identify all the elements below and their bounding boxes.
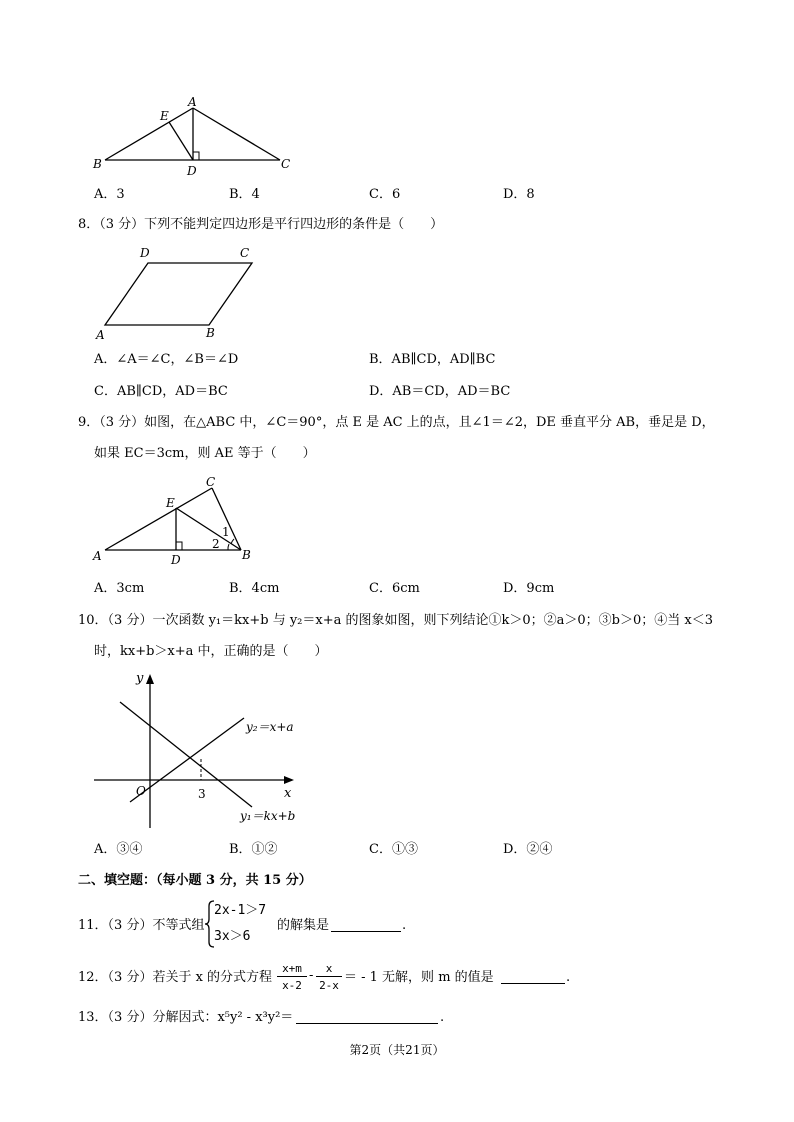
- origin-label: O: [136, 784, 146, 798]
- q10-option-b: B．①②: [229, 842, 278, 857]
- q11-period: .: [402, 918, 407, 933]
- label-c: C: [281, 157, 291, 171]
- q10-option-d: D．②④: [503, 842, 553, 857]
- label-b: B: [242, 548, 251, 562]
- axis-x-label: x: [284, 786, 292, 801]
- q9-option-d: D．9cm: [503, 581, 555, 596]
- label-b: B: [206, 326, 215, 340]
- q12-frac1-bar: [277, 976, 307, 977]
- q10-stem-line2: 时，kx+b＞x+a 中，正确的是（ ）: [94, 644, 328, 659]
- label-d: D: [171, 553, 181, 567]
- q10-option-a: A．③④: [94, 842, 143, 857]
- q7-option-b: B．4: [229, 187, 260, 202]
- section-title: 二、填空题：（每小题 3 分，共 15 分）: [78, 873, 312, 888]
- axis-y-label: y: [136, 671, 144, 686]
- q9-stem-line1: 9．（3 分）如图，在△ABC 中，∠C＝90°，点 E 是 AC 上的点，且∠1＝∠2，DE 垂直平分 AB，垂足是 D，: [78, 415, 715, 430]
- q12-minus: -: [309, 968, 314, 983]
- q11-system-line1: 2x-1＞7: [214, 903, 267, 918]
- q11-prefix: 11．（3 分）不等式组: [78, 918, 205, 933]
- line-y2-label: y₂＝x+a: [246, 720, 294, 734]
- q10-graph-figure: [88, 668, 318, 834]
- q11-suffix: 的解集是: [277, 918, 330, 933]
- q9-stem-line2: 如果 EC＝3cm，则 AE 等于（ ）: [94, 446, 316, 461]
- q7-option-a: A．3: [94, 187, 125, 202]
- label-e: E: [166, 496, 175, 510]
- q12-frac2-den: 2-x: [319, 979, 339, 992]
- q10-stem-line1: 10．（3 分）一次函数 y₁＝kx+b 与 y₂＝x+a 的图象如图，则下列结论①k＞0；②a＞0；③b＞0；④当 x＜3: [78, 613, 713, 628]
- q12-rhs: ＝ - 1 无解，则 m 的值是: [344, 970, 494, 985]
- q9-option-b: B．4cm: [229, 581, 280, 596]
- label-b: B: [93, 157, 102, 171]
- q8-option-a: A．∠A＝∠C，∠B＝∠D: [94, 352, 239, 367]
- q7-option-d: D．8: [503, 187, 535, 202]
- q8-option-c: C．AB∥CD，AD＝BC: [94, 384, 228, 399]
- label-d: D: [187, 164, 197, 178]
- q8-option-d: D．AB＝CD，AD＝BC: [369, 384, 511, 399]
- line-y1-label: y₁＝kx+b: [240, 809, 296, 823]
- q11-answer-blank[interactable]: [331, 931, 401, 932]
- q13-prefix: 13．（3 分）分解因式：x⁵y² - x³y²＝: [78, 1010, 294, 1025]
- label-e: E: [160, 109, 169, 123]
- q12-answer-blank[interactable]: [501, 983, 565, 984]
- q12-frac2-num: x: [325, 962, 333, 975]
- label-c: C: [240, 246, 250, 260]
- q10-option-c: C．①③: [369, 842, 418, 857]
- q13-answer-blank[interactable]: [296, 1023, 438, 1024]
- page-footer: 第2页（共21页）: [349, 1043, 445, 1057]
- q8-parallelogram-figure: [92, 244, 282, 344]
- q7-option-c: C．6: [369, 187, 401, 202]
- q8-stem: 8．（3 分）下列不能判定四边形是平行四边形的条件是（ ）: [78, 217, 444, 232]
- label-a: A: [96, 328, 105, 342]
- tick-3-label: 3: [198, 787, 206, 801]
- label-c: C: [206, 475, 216, 489]
- q12-period: .: [566, 970, 571, 985]
- q11-system-line2: 3x＞6: [214, 929, 251, 944]
- label-a: A: [93, 549, 102, 563]
- label-d: D: [140, 246, 150, 260]
- q7-triangle-figure: [88, 92, 298, 182]
- q13-period: .: [440, 1010, 445, 1025]
- q12-frac1-num: x+m: [282, 962, 302, 975]
- q9-triangle-figure: [88, 472, 268, 572]
- angle-2-label: 2: [212, 537, 220, 551]
- q9-option-a: A．3cm: [94, 581, 145, 596]
- label-a: A: [188, 95, 197, 109]
- q12-frac1-den: x-2: [282, 979, 302, 992]
- q9-option-c: C．6cm: [369, 581, 420, 596]
- q12-frac2-bar: [316, 976, 342, 977]
- q8-option-b: B．AB∥CD，AD∥BC: [369, 352, 496, 367]
- q12-prefix: 12．（3 分）若关于 x 的分式方程: [78, 970, 273, 985]
- angle-1-label: 1: [222, 525, 230, 539]
